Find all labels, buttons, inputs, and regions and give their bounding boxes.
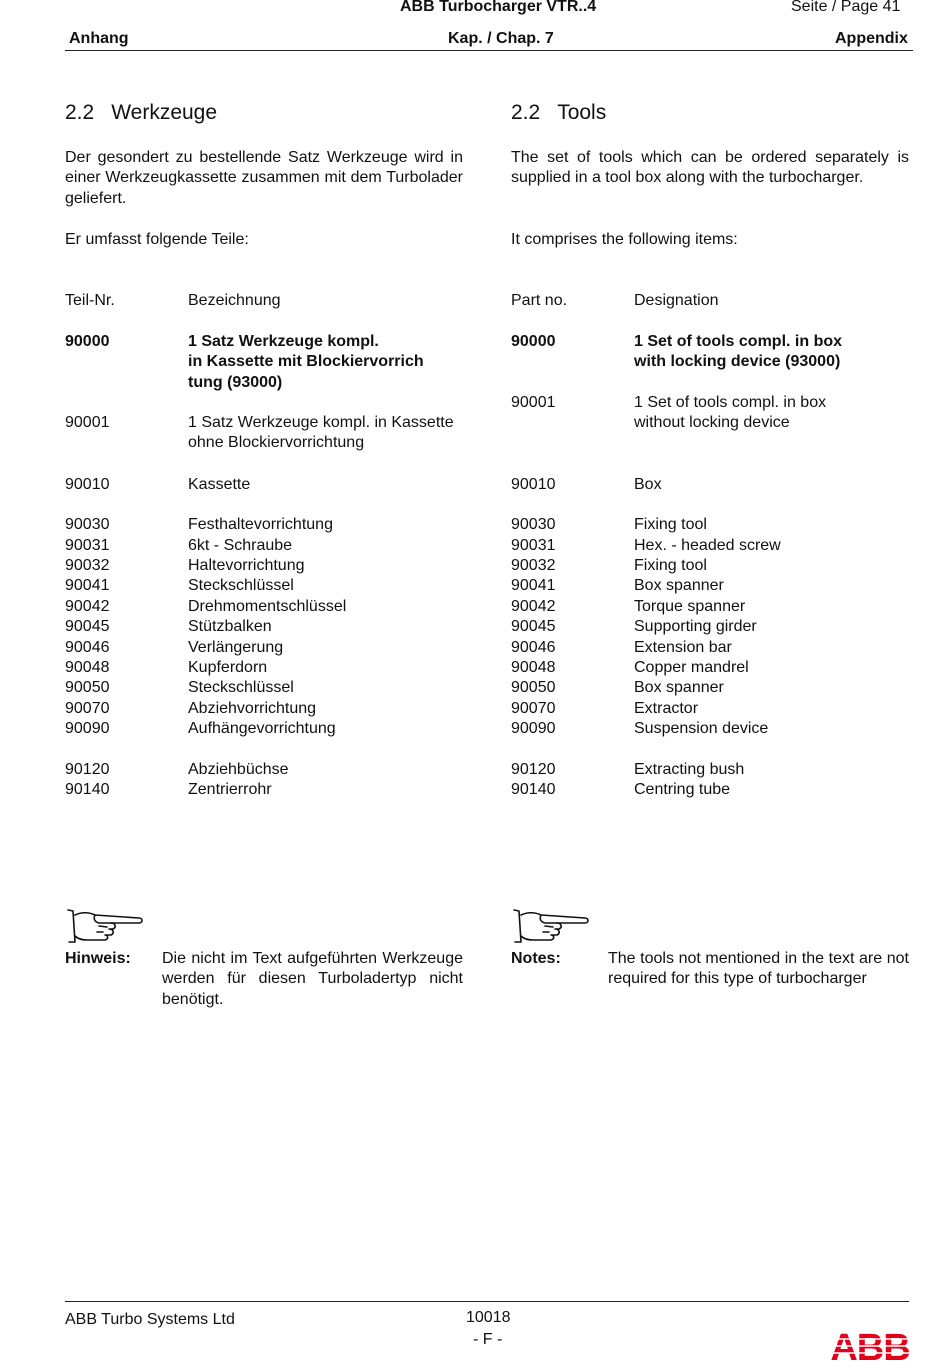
en-part-number: 90048 — [511, 659, 556, 676]
de-part-number: 90050 — [65, 679, 110, 696]
pointing-hand-icon — [511, 906, 591, 946]
abb-logo-text: ABB — [830, 1329, 910, 1363]
en-part-number: 90001 — [511, 394, 556, 411]
de-part-designation: Abziehbüchse — [188, 761, 289, 778]
de-part-number: 90120 — [65, 761, 110, 778]
de-part-number: 90048 — [65, 659, 110, 676]
en-part-designation: Box spanner — [634, 679, 724, 696]
de-part-designation: 6kt - Schraube — [188, 537, 293, 554]
en-part-designation: 1 Set of tools compl. in box without locking device — [634, 394, 827, 432]
header-rule — [65, 50, 913, 51]
en-part-number: 90042 — [511, 598, 556, 615]
de-part-number: 90001 — [65, 414, 110, 431]
en-part-designation: Copper mandrel — [634, 659, 749, 676]
footer-doc-number: 10018 — [466, 1309, 511, 1326]
page-number: Seite / Page 41 — [791, 0, 901, 15]
en-part-designation: Fixing tool — [634, 516, 707, 533]
de-part-designation: Steckschlüssel — [188, 679, 294, 696]
en-part-number: 90000 — [511, 333, 556, 350]
en-note-label: Notes: — [511, 950, 561, 967]
en-part-designation: Extracting bush — [634, 761, 745, 778]
de-part-designation: Aufhängevorrichtung — [188, 720, 336, 737]
de-part-designation: Kupferdorn — [188, 659, 268, 676]
en-comprises: It comprises the following items: — [511, 231, 738, 248]
en-part-number: 90010 — [511, 476, 556, 493]
en-heading-text: Tools — [557, 101, 607, 124]
de-note-label: Hinweis: — [65, 950, 131, 967]
en-part-designation: 1 Set of tools compl. in box with locking device (93000) — [634, 333, 843, 371]
en-col-part: Part no. — [511, 292, 568, 309]
en-part-number: 90140 — [511, 781, 556, 798]
en-part-designation: Extractor — [634, 700, 699, 717]
de-part-number: 90031 — [65, 537, 110, 554]
de-part-number: 90030 — [65, 516, 110, 533]
en-heading-number: 2.2 — [511, 101, 541, 124]
en-part-number: 90030 — [511, 516, 556, 533]
en-part-designation: Supporting girder — [634, 618, 757, 635]
en-heading — [511, 101, 606, 125]
de-col-part: Teil-Nr. — [65, 292, 115, 309]
en-part-number: 90032 — [511, 557, 556, 574]
en-part-number: 90045 — [511, 618, 556, 635]
header-right: Appendix — [835, 30, 908, 47]
de-part-designation: Zentrierrohr — [188, 781, 272, 798]
de-part-designation: Steckschlüssel — [188, 577, 294, 594]
en-part-designation: Suspension device — [634, 720, 769, 737]
en-part-designation: Extension bar — [634, 639, 732, 656]
en-part-number: 90090 — [511, 720, 556, 737]
footer-rule — [65, 1301, 909, 1302]
de-part-designation: Kassette — [188, 476, 251, 493]
en-part-designation: Torque spanner — [634, 598, 746, 615]
en-part-number: 90070 — [511, 700, 556, 717]
en-part-number: 90046 — [511, 639, 556, 656]
de-part-number: 90090 — [65, 720, 110, 737]
de-part-designation: Abziehvorrichtung — [188, 700, 317, 717]
en-part-number: 90050 — [511, 679, 556, 696]
de-part-designation: Festhaltevorrichtung — [188, 516, 333, 533]
de-part-number: 90041 — [65, 577, 110, 594]
de-part-number: 90045 — [65, 618, 110, 635]
en-part-designation: Fixing tool — [634, 557, 707, 574]
de-part-number: 90010 — [65, 476, 110, 493]
de-note-text: Die nicht im Text aufgeführten Werkzeuge werden für diesen Turboladertyp nicht benötigt. — [162, 950, 463, 1008]
de-heading-text: Werkzeuge — [111, 101, 218, 124]
en-note-text: The tools not mentioned in the text are not required for this type of turbocharger — [608, 950, 909, 988]
de-part-designation: Haltevorrichtung — [188, 557, 305, 574]
de-heading — [65, 101, 217, 125]
en-part-designation: Box spanner — [634, 577, 724, 594]
doc-title: ABB Turbocharger VTR..4 — [400, 0, 597, 15]
abb-logo — [830, 1329, 910, 1363]
de-part-designation: 1 Satz Werkzeuge kompl. in Kassette mit Blockiervorrich tung (93000) — [188, 333, 424, 391]
en-part-number: 90120 — [511, 761, 556, 778]
de-part-number: 90140 — [65, 781, 110, 798]
de-col-desc: Bezeichnung — [188, 292, 281, 309]
de-part-designation: 1 Satz Werkzeuge kompl. in Kassette ohne Blockiervorrichtung — [188, 414, 454, 452]
de-part-number: 90000 — [65, 333, 110, 350]
de-intro: Der gesondert zu bestellende Satz Werkzeuge wird in einer Werkzeugkassette zusammen mit dem Turbolader geliefert. — [65, 149, 463, 207]
de-part-number: 90032 — [65, 557, 110, 574]
header-left: Anhang — [69, 30, 129, 47]
de-comprises: Er umfasst folgende Teile: — [65, 231, 249, 248]
de-part-designation: Verlängerung — [188, 639, 284, 656]
en-part-designation: Box — [634, 476, 662, 493]
pointing-hand-icon — [65, 906, 145, 946]
en-part-designation: Centring tube — [634, 781, 731, 798]
footer-company: ABB Turbo Systems Ltd — [65, 1311, 235, 1328]
en-col-desc: Designation — [634, 292, 719, 309]
header-chapter: Kap. / Chap. 7 — [448, 30, 554, 47]
en-part-number: 90041 — [511, 577, 556, 594]
de-part-number: 90046 — [65, 639, 110, 656]
de-part-designation: Drehmomentschlüssel — [188, 598, 347, 615]
footer-edition: - F - — [473, 1331, 503, 1348]
de-part-number: 90042 — [65, 598, 110, 615]
de-heading-number: 2.2 — [65, 101, 95, 124]
de-part-number: 90070 — [65, 700, 110, 717]
en-part-number: 90031 — [511, 537, 556, 554]
en-intro: The set of tools which can be ordered separately is supplied in a tool box along with the turbocharger. — [511, 149, 909, 187]
en-part-designation: Hex. - headed screw — [634, 537, 781, 554]
de-part-designation: Stützbalken — [188, 618, 272, 635]
